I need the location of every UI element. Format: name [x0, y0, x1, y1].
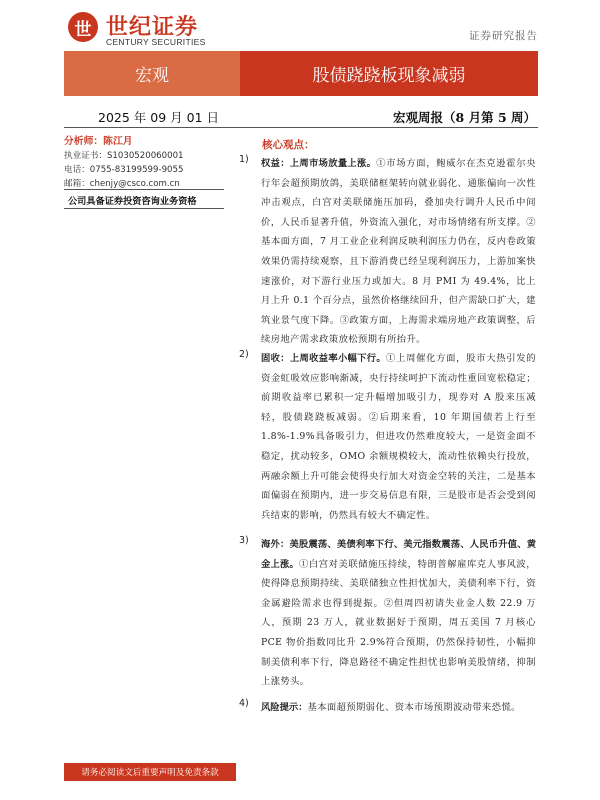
report-title: 股债跷跷板现象减弱 [312, 66, 466, 86]
section-lead: 风险提示： [261, 702, 308, 713]
report-date: 2025 年 09 月 01 日 [98, 110, 219, 125]
analyst-name: 分析师：陈江月 [64, 136, 133, 147]
report-series: 宏观周报（8 月第 5 周） [393, 110, 536, 125]
section-body [261, 349, 536, 525]
qualification-note: 公司具备证券投资咨询业务资格 [68, 196, 197, 207]
qualification-divider-bottom [64, 208, 224, 209]
section-body [261, 154, 536, 350]
section-lead: 海外：美股震荡、美债利率下行、美元指数震荡、人民币升值、黄金上涨。 [261, 539, 536, 570]
header-divider [64, 127, 538, 128]
core-heading: 核心观点： [262, 139, 315, 151]
section-number: 3) [239, 535, 249, 546]
analyst-email[interactable]: 邮箱：chenjy@csco.com.cn [64, 179, 180, 189]
section-lead: 权益：上周市场放量上涨。 [261, 158, 377, 169]
report-category: 宏观 [64, 51, 240, 96]
section-body [261, 535, 536, 692]
section-text: 基本面超预期弱化、资本市场预期波动带来恐慌。 [307, 702, 521, 713]
section-number: 2) [239, 349, 249, 360]
title-bar [64, 51, 538, 96]
section-lead: 固收：上周收益率小幅下行。 [261, 353, 387, 364]
section-number: 4) [239, 698, 249, 709]
section-text: ①上周催化方面，股市大热引发的资金虹吸效应影响渐减，央行持续呵护下流动性重回宽松稳定；前期收益率已累积一定升幅增加吸引力，现券对 A 股来压减轻，股债跷跷板减弱。②后期来看，10 年期国债若上行至 1.8%-1.9%具备吸引力，但进攻仍然难度较大，一是资金面不稳定，扰动较多，OMO 余额规模较大，流动性依赖央行投放，两融余额上升可能会使得央行加大对资金空转的关注，二是基本面偏弱在预期内，进一步交易信息有限，三是股市是否会受到阅兵结束的影响，仍然具有较大不确定性。 [261, 353, 536, 521]
company-name-en: CENTURY SECURITIES [106, 37, 206, 47]
section-text: ①市场方面，鲍威尔在杰克逊霍尔央行年会超预期放鸽，美联储框架转向就业弱化、通胀偏向一次性冲击观点，白宫对美联储施压加码，叠加央行调升人民币中间价，人民币显著升值，外资流入强化，对市场情绪有所支撑。②基本面方面，7 月工业企业利润反映利润压力仍在，反内卷政策效果仍需持续观察，且下游消费已经呈现利润压力，上游加案快速涨价，对下游行业压力或加大。8 月 PMI 为 49.4%，比上月上升 0.1 个百分点，虽然价格继续回升，但产需缺口扩大，建筑业景气度下降。③政策方面，上海需求端房地产政策调整，后续房地产需求政策放松预期有所抬升。 [261, 158, 536, 346]
disclaimer-banner: 请务必阅读文后重要声明及免责条款 [64, 763, 236, 781]
company-name-cn: 世纪证券 [106, 14, 199, 40]
report-type-label: 证券研究报告 [469, 30, 538, 42]
analyst-phone: 电话：0755-83199599-9055 [64, 165, 184, 175]
analyst-cert: 执业证书：S1030520060001 [64, 151, 184, 161]
section-text: ①白宫对美联储施压持续，特朗普解雇库克人事风波，使得降息预期持续、美联储独立性担忧加大，美债利率下行，资金属避险需求也得到提振。②但周四初请失业金人数 22.9 万人，预期 23 万人，就业数据好于预期，周五美国 7 月核心 PCE 物价指数同比升 2.9%符合预期，仍然保持韧性，小幅抑制美债利率下行，降息路径不确定性担忧也影响美股情绪，抑制上涨势头。 [261, 558, 536, 688]
section-body [261, 698, 536, 718]
logo-mark-icon: 世 [68, 12, 98, 42]
qualification-divider-top [64, 189, 224, 190]
section-number: 1) [239, 154, 249, 165]
